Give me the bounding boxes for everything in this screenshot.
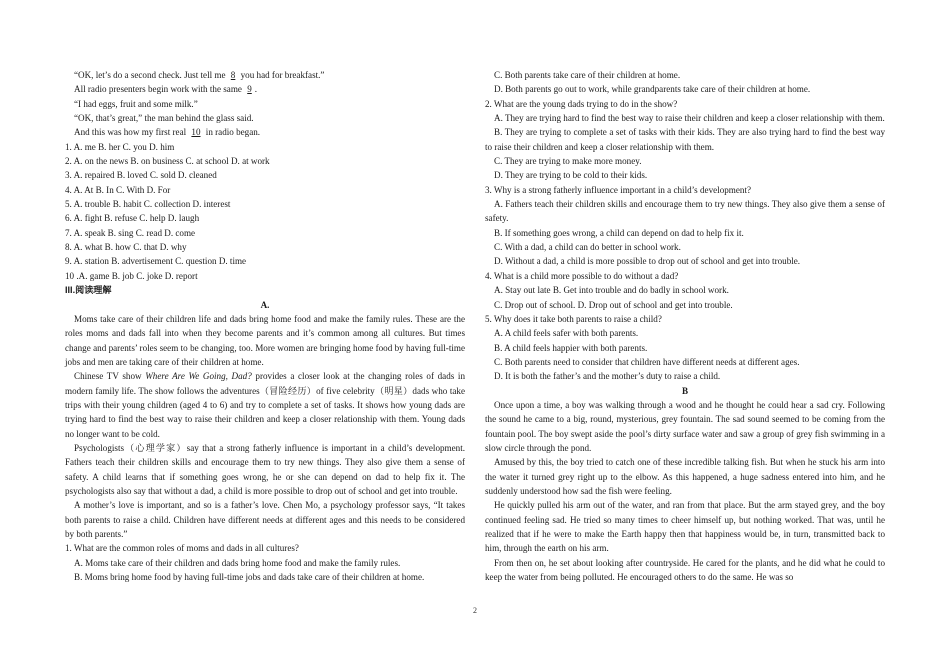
cloze-dialogue bbox=[65, 68, 465, 140]
cloze-options bbox=[65, 140, 465, 283]
blank-number: 8 bbox=[230, 70, 236, 80]
dialogue-text: “I had eggs, fruit and some milk.” bbox=[74, 98, 198, 109]
cloze-option-line: 4. A. At B. In C. With D. For bbox=[65, 184, 171, 195]
passage-a-paragraph-1: Moms take care of their children life and dads bring home food and make the family rules. These are the roles moms and dads fall into when they become parents and it’s common among all cultures. But times change and parents’ roles seem to be changing, too. More women are bringing home food by having full-time jobs and men are taking care of their children at home. bbox=[65, 313, 465, 367]
dialogue-line bbox=[65, 97, 465, 111]
passage-a-paragraph-3: Psychologists（心理学家）say that a strong fatherly influence is important in a child’s development. Fathers teach their children skills and encourage them to try new things. They also give them a sense of safety. A child learns that if something goes wrong, he or she can depend on dad to help fix it. The psychologists also say that without a dad, a child is more possible to drop out of school and get into trouble. bbox=[65, 442, 465, 496]
passage-a-title: A. bbox=[260, 299, 270, 310]
cloze-option-line: 5. A. trouble B. habit C. collection D. interest bbox=[65, 199, 231, 210]
dialogue-text: you had for breakfast.” bbox=[238, 70, 325, 80]
question-5: 5. Why does it take both parents to raise a child? bbox=[485, 313, 662, 324]
cloze-option-line: 9. A. station B. advertisement C. question D. time bbox=[65, 256, 247, 267]
dialogue-text: “OK, let’s do a second check. Just tell me bbox=[74, 70, 228, 80]
passage-a-paragraph-2 bbox=[65, 369, 465, 441]
cloze-option-line: 7. A. speak B. sing C. read D. come bbox=[65, 227, 196, 238]
passage-a-paragraph-4: A mother’s love is important, and so is a father’s love. Chen Mo, a psychology professor says, “It takes both parents to raise a child. Children have different needs at different ages and this needs to be considered by both parents.” bbox=[65, 500, 465, 539]
question-5-option-a: A. A child feels safer with both parents. bbox=[494, 328, 639, 339]
dialogue-text: . bbox=[254, 84, 258, 95]
cloze-option-line: 10 .A. game B. job C. joke D. report bbox=[65, 270, 198, 281]
question-2: 2. What are the young dads trying to do in the show? bbox=[485, 98, 678, 109]
cloze-option-line: 2. A. on the news B. on business C. at school D. at work bbox=[65, 156, 270, 167]
page-number: 2 bbox=[473, 606, 477, 615]
dialogue-line bbox=[65, 68, 465, 82]
question-2-option-b: B. They are trying to complete a set of tasks with their kids. They are also trying hard to find the best way to raise their children and keep a closer relationship with them. bbox=[485, 127, 885, 152]
question-3-option-a: A. Fathers teach their children skills and encourage them to try new things. They also give them a sense of safety. bbox=[485, 199, 885, 224]
section-title: III.阅读理解 bbox=[65, 285, 112, 296]
question-3-option-d: D. Without a dad, a child is more possible to drop out of school and get into trouble. bbox=[494, 256, 801, 267]
paragraph-2-text-b: provides a closer look at the changing roles of dads in modern family life. The show follows the adventures（冒险经历）of five celebrity（明星）dads who take trips with their young children (aged 4 to 6) and try to complete a set of tasks. It shows how young dads are trying hard to find the best way to raise their children and keep a closer relationship with them. Young dads no longer want to be cold. bbox=[65, 371, 465, 439]
paragraph-2-text-a: Chinese TV show bbox=[74, 371, 146, 382]
cloze-option-line: 3. A. repaired B. loved C. sold D. cleaned bbox=[65, 170, 217, 181]
question-3: 3. Why is a strong fatherly influence important in a child’s development? bbox=[485, 184, 752, 195]
dialogue-text: “OK, that’s great,” the man behind the glass said. bbox=[74, 113, 254, 124]
cloze-option-line: 6. A. fight B. refuse C. help D. laugh bbox=[65, 213, 200, 224]
question-5-option-d: D. It is both the father’s and the mother’s duty to raise a child. bbox=[494, 371, 721, 382]
question-1: 1. What are the common roles of moms and dads in all cultures? bbox=[65, 543, 299, 554]
question-4-options-ab: A. Stay out late B. Get into trouble and do badly in school work. bbox=[494, 285, 729, 296]
cloze-option-line: 8. A. what B. how C. that D. why bbox=[65, 242, 187, 253]
dialogue-line bbox=[65, 111, 465, 125]
question-1-option-d: D. Both parents go out to work, while grandparents take care of their children at home. bbox=[494, 84, 811, 95]
blank-number: 9 bbox=[247, 84, 252, 95]
dialogue-line bbox=[65, 82, 465, 96]
dialogue-text: in radio began. bbox=[203, 127, 261, 138]
dialogue-line bbox=[65, 125, 465, 139]
question-1-option-c: C. Both parents take care of their children at home. bbox=[494, 70, 681, 80]
question-1-option-b: B. Moms bring home food by having full-time jobs and dads take care of their children at home. bbox=[74, 572, 425, 583]
question-4-options-cd: C. Drop out of school. D. Drop out of school and get into trouble. bbox=[494, 299, 733, 310]
dialogue-text: And this was how my first real bbox=[74, 127, 189, 138]
passage-b-paragraph-1: Once upon a time, a boy was walking through a wood and he thought he could hear a sad cry. Following the sound he came to a big, round, mysterious, grey fountain. The sad sound seemed to be coming from the fountain pool. The boy swept aside the pool’s dirty surface water and saw a group of grey fish swimming in a slow circle through the pond. bbox=[485, 399, 885, 453]
question-5-option-b: B. A child feels happier with both parents. bbox=[494, 342, 648, 353]
question-1-option-a: A. Moms take care of their children and dads bring home food and make the family rules. bbox=[74, 557, 401, 568]
passage-b-paragraph-4: From then on, he set about looking after countryside. He cared for the plants, and he did what he could to keep the water from being polluted. He encouraged others to do the same. He was so bbox=[485, 557, 885, 583]
show-title: Where Are We Going, Dad? bbox=[145, 371, 252, 382]
question-5-option-c: C. Both parents need to consider that children have different needs at different ages. bbox=[494, 356, 800, 367]
dialogue-text: All radio presenters begin work with the same bbox=[74, 84, 245, 95]
right-column bbox=[485, 68, 885, 584]
blank-number: 10 bbox=[191, 127, 201, 138]
question-2-option-d: D. They are trying to be cold to their kids. bbox=[494, 170, 648, 181]
question-2-option-c: C. They are trying to make more money. bbox=[494, 156, 642, 167]
left-column bbox=[65, 68, 465, 584]
question-3-option-b: B. If something goes wrong, a child can depend on dad to help fix it. bbox=[494, 227, 744, 238]
passage-b-title: B bbox=[681, 385, 689, 396]
passage-b-paragraph-3: He quickly pulled his arm out of the water, and ran from that place. But the arm stayed grey, and the boy continued feeling sad. He tried so many times to cheer himself up, but nothing worked. That was, until he realized that if he were to make the Earth happy then that happiness would be, in turn, transmitted back to him, through the earth on his arm. bbox=[485, 500, 885, 554]
question-4: 4. What is a child more possible to do without a dad? bbox=[485, 270, 679, 281]
question-3-option-c: C. With a dad, a child can do better in school work. bbox=[494, 242, 681, 253]
passage-b-paragraph-2: Amused by this, the boy tried to catch one of these incredible talking fish. But when he stuck his arm into the water it turned grey right up to the elbow. As this happened, a huge sadness entered into him, and he suddenly understood how sad the fish were feeling. bbox=[485, 457, 885, 496]
cloze-option-line: 1. A. me B. her C. you D. him bbox=[65, 141, 175, 152]
question-2-option-a: A. They are trying hard to find the best way to raise their children and keep a closer relationship with them. bbox=[494, 113, 885, 124]
